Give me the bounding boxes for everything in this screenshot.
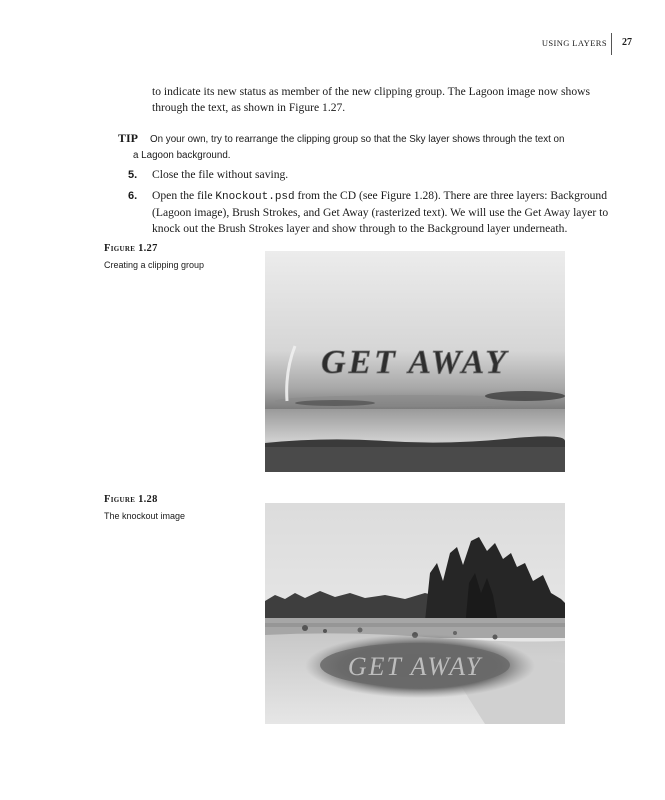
figure-1-27-art-text: GET AWAY	[320, 344, 510, 381]
tip-block	[118, 130, 598, 164]
step-number: 5.	[128, 169, 138, 181]
figure-1-27-caption: Creating a clipping group	[104, 260, 205, 270]
figure-1-28-caption: The knockout image	[104, 511, 186, 521]
figure-1-27-label: Figure 1.27	[104, 243, 158, 254]
step-6	[128, 188, 613, 237]
running-header-title: USING LAYERS	[541, 38, 607, 48]
tip-text-line1: On your own, try to rearrange the clipping group so that the Sky layer shows through the text on	[150, 134, 565, 145]
figure-1-28-label: Figure 1.28	[104, 494, 158, 505]
page-number: 27	[622, 37, 632, 48]
header-divider	[611, 33, 612, 55]
continuation-paragraph: to indicate its new status as member of the new clipping group. The Lagoon image now shows through the text, as shown in Figure 1.27.	[152, 85, 591, 114]
tip-label: TIP	[118, 131, 139, 145]
figure-1-27-image	[265, 251, 565, 472]
file-name-code: Knockout.psd	[215, 191, 295, 203]
step-5	[128, 167, 613, 183]
step-text-start: Open the file	[152, 189, 216, 202]
step-text	[152, 188, 613, 237]
step-number: 6.	[128, 190, 138, 202]
figure-1-28-art-text: GET AWAY	[347, 652, 483, 681]
step-text: Close the file without saving.	[152, 168, 289, 181]
step-text-end: from the CD (see Figure 1.28). There are three layers: Background (Lagoon image), Brush Strokes, and Get Away (rasterized text). We will use the Get Away layer to knock out the Brush Strokes layer and show through to the Background layer underneath.	[152, 189, 609, 235]
figure-1-28-image	[265, 503, 565, 724]
tip-text-line2: a Lagoon background.	[133, 150, 231, 161]
